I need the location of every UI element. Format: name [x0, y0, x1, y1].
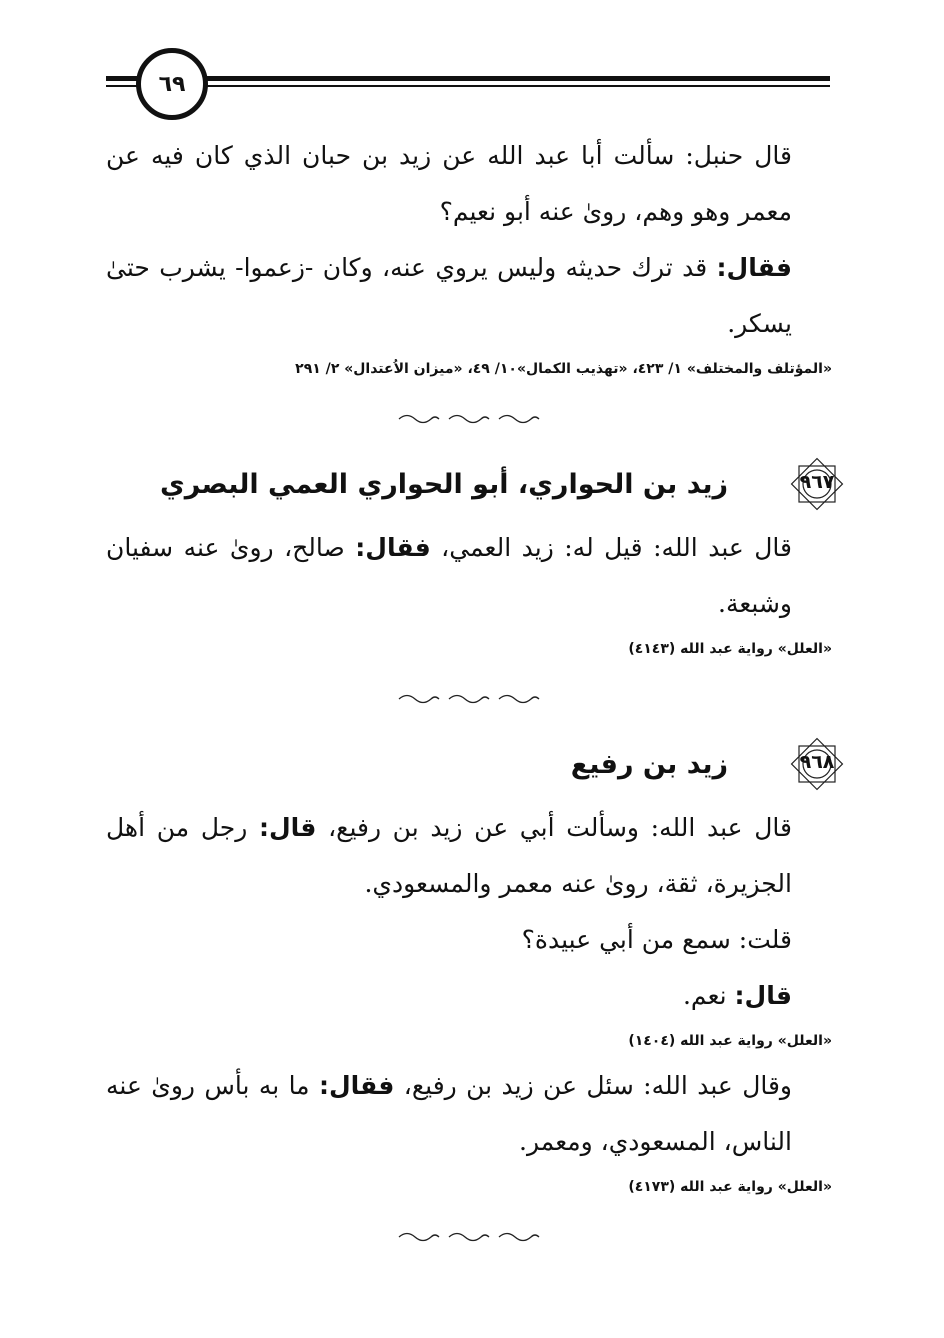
entry-967-text-a: قال عبد الله: قيل له: زيد العمي، — [430, 533, 792, 562]
entry-967-citation: «العلل» رواية عبد الله (٤١٤٣) — [628, 641, 832, 657]
entry-title: زيد بن رفيع — [570, 748, 728, 780]
entry-title: زيد بن الحواري، أبو الحواري العمي البصري — [160, 468, 728, 500]
page-number: ٦٩ — [136, 48, 208, 120]
ornament-icon — [394, 412, 544, 426]
entry-968-text-d: وقال عبد الله: سئل عن زيد بن رفيع، — [394, 1071, 792, 1100]
entry-number-badge — [788, 455, 846, 513]
entry-968-text-e: ما به بأس رویٰ عنه الناس، المسعودي، ومعمر. — [106, 1071, 792, 1156]
ornament-divider — [106, 1230, 832, 1244]
entry-967-heading — [106, 454, 835, 514]
entry-968-paragraph-4 — [106, 1058, 832, 1170]
entry-968-paragraph-2: قلت: سمع من أبي عبيدة؟ — [521, 925, 792, 954]
entry-968-keyword-3: فقال: — [318, 1071, 395, 1100]
entry-967-text-b: صالح، رویٰ عنه سفيان وشبعة. — [106, 533, 792, 618]
entry-968-text-b: رجل من أهل الجزيرة، ثقة، رویٰ عنه معمر والمسعودي. — [106, 813, 792, 898]
entry-967-paragraph — [106, 520, 832, 632]
entry-968-keyword-2: قال: — [734, 981, 792, 1010]
entry-number-badge — [788, 735, 846, 793]
header-rule — [106, 76, 830, 90]
entry-967-keyword: فقال: — [355, 533, 431, 562]
intro-paragraph-2-text: قد ترك حديثه وليس يروي عنه، وكان -زعموا- يشرب حتىٰ يسكر. — [106, 253, 792, 338]
entry-968-citation-2: «العلل» رواية عبد الله (٤١٧٣) — [628, 1179, 832, 1195]
entry-968-paragraph-1 — [106, 800, 832, 912]
entry-968-heading — [106, 734, 835, 794]
intro-citation: «المؤتلف والمختلف» ١/ ٤٢٣، «تهذيب الكمال»١٠/ ٤٩، «ميزان الاُعتدال» ٢/ ٢٩١ — [295, 361, 832, 377]
ornament-divider — [106, 412, 832, 426]
ornament-icon — [394, 692, 544, 706]
entry-968-keyword: قال: — [258, 813, 317, 842]
entry-968-text-c: نعم. — [682, 981, 735, 1010]
entry-number: ٩٦٧ — [799, 471, 835, 493]
intro-keyword: فقال: — [716, 253, 792, 282]
entry-968-paragraph-3 — [106, 968, 832, 1024]
entry-number: ٩٦٨ — [799, 751, 835, 773]
entry-968-text-a: قال عبد الله: وسألت أبي عن زيد بن رفيع، — [316, 813, 792, 842]
page-body — [106, 128, 835, 1272]
intro-paragraph-2 — [106, 240, 832, 352]
entry-968-citation-1: «العلل» رواية عبد الله (١٤٠٤) — [628, 1033, 832, 1049]
ornament-icon — [394, 1230, 544, 1244]
intro-paragraph-1: قال حنبل: سألت أبا عبد الله عن زيد بن حبان الذي كان فيه عن معمر وهو وهم، رویٰ عنه أبو نعيم؟ — [106, 141, 792, 226]
ornament-divider — [106, 692, 832, 706]
